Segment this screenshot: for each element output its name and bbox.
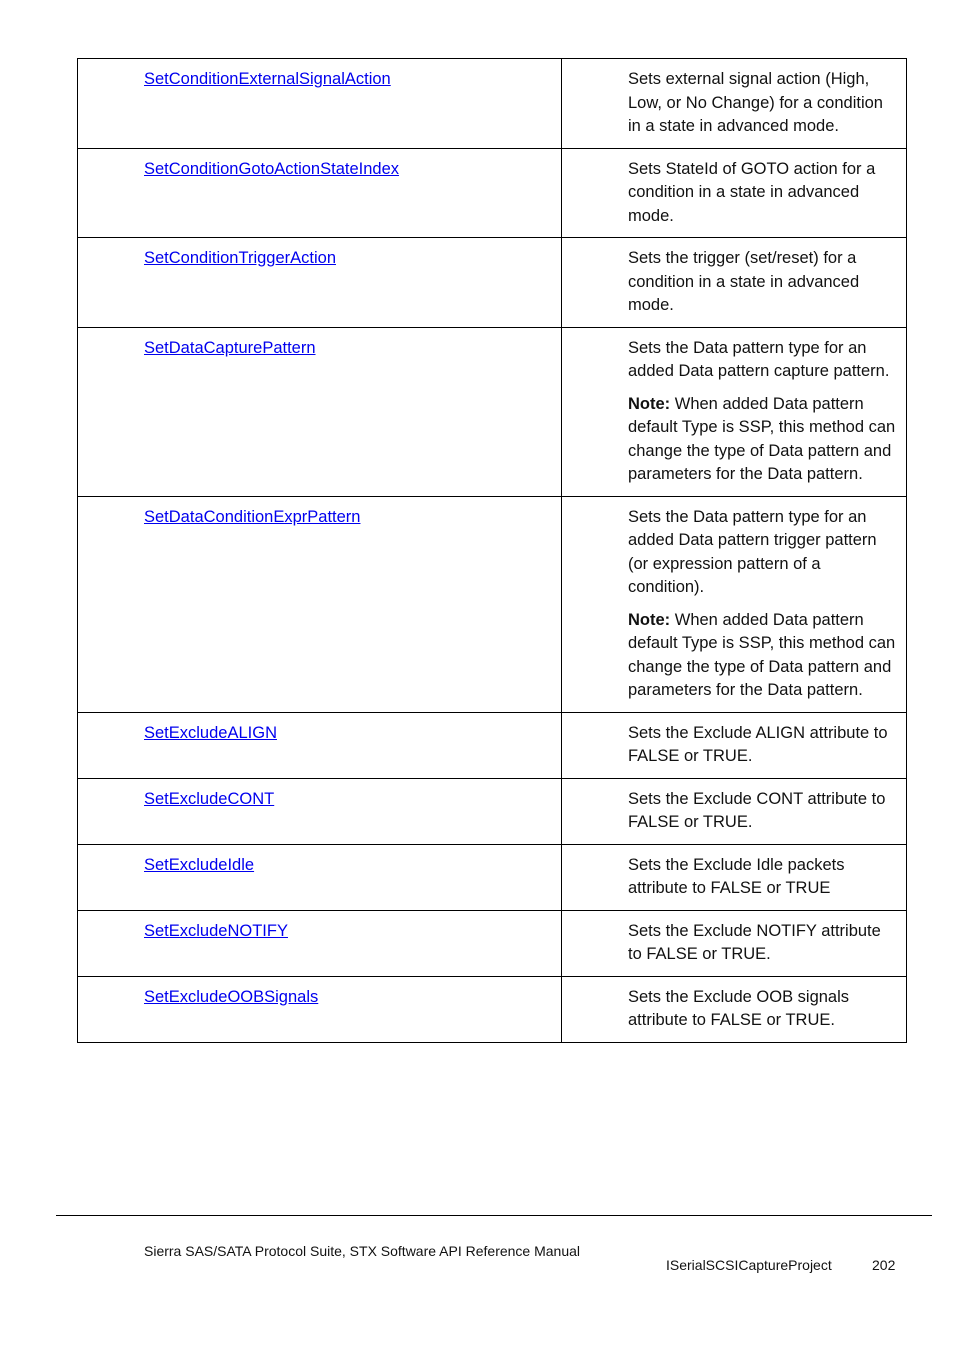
table-row [78,238,907,328]
method-description: Sets the Exclude NOTIFY attribute to FALSE or TRUE. [628,921,881,963]
method-description-cell [562,59,907,149]
method-link[interactable]: SetConditionTriggerAction [144,249,336,267]
method-name-cell [78,844,562,910]
method-description: Sets the Exclude Idle packets attribute to FALSE or TRUE [628,855,845,897]
table-row [78,976,907,1042]
method-description-cell [562,778,907,844]
table-row [78,712,907,778]
method-description: Sets the Exclude CONT attribute to FALSE or TRUE. [628,789,886,831]
method-description: Sets external signal action (High, Low, or No Change) for a condition in a state in advanced mode. [628,70,883,135]
method-description: Sets the Data pattern type for an added Data pattern capture pattern. [628,338,890,380]
method-link[interactable]: SetDataCapturePattern [144,338,316,357]
method-description-cell [562,844,907,910]
method-name-cell [78,976,562,1042]
footer-manual-title: Sierra SAS/SATA Protocol Suite, STX Software API Reference Manual [144,1243,581,1259]
method-name-cell [78,712,562,778]
method-description-cell [562,910,907,976]
note-label: Note: [628,610,671,629]
method-description-cell [562,238,907,328]
note-text: When added Data pattern default Type is SSP, this method can change the type of Data pattern and parameters for the Data pattern. [628,394,896,483]
method-description: Sets the Exclude OOB signals attribute to FALSE or TRUE. [628,987,850,1029]
method-description-cell [562,148,907,238]
footer-divider [56,1215,932,1216]
table-row [78,844,907,910]
method-description: Sets the trigger (set/reset) for a condition in a state in advanced mode. [628,249,860,314]
footer-section-name: ISerialSCSICaptureProject [666,1257,832,1273]
table-row [78,910,907,976]
method-name-cell [78,496,562,712]
method-link[interactable]: SetExcludeNOTIFY [144,921,288,940]
method-description: Sets the Data pattern type for an added Data pattern trigger pattern (or expression pattern of a condition). [628,507,877,596]
table-row [78,59,907,149]
method-link[interactable]: SetExcludeALIGN [144,723,277,742]
footer-page-number: 202 [872,1257,896,1273]
method-link[interactable]: SetExcludeIdle [144,855,255,874]
table-row [78,327,907,496]
method-link[interactable]: SetConditionExternalSignalAction [144,70,391,88]
api-methods-table-body [78,59,907,1043]
method-name-cell [78,327,562,496]
method-note [628,393,896,487]
method-name-cell [78,148,562,238]
method-link[interactable]: SetExcludeCONT [144,789,275,808]
method-name-cell [78,59,562,149]
method-name-cell [78,778,562,844]
table-row [78,496,907,712]
table-row [78,148,907,238]
method-name-cell [78,238,562,328]
method-note [628,609,896,703]
method-description-cell [562,496,907,712]
method-name-cell [78,910,562,976]
method-link[interactable]: SetDataConditionExprPattern [144,507,361,526]
method-description-cell [562,976,907,1042]
api-methods-table [77,58,907,1043]
method-description-cell [562,712,907,778]
note-text: When added Data pattern default Type is SSP, this method can change the type of Data pattern and parameters for the Data pattern. [628,610,896,699]
method-link[interactable]: SetConditionGotoActionStateIndex [144,159,400,178]
method-description: Sets StateId of GOTO action for a condition in a state in advanced mode. [628,159,876,225]
method-description: Sets the Exclude ALIGN attribute to FALSE or TRUE. [628,723,888,765]
method-description-cell [562,327,907,496]
method-link[interactable]: SetExcludeOOBSignals [144,987,319,1006]
note-label: Note: [628,394,671,413]
table-row [78,778,907,844]
